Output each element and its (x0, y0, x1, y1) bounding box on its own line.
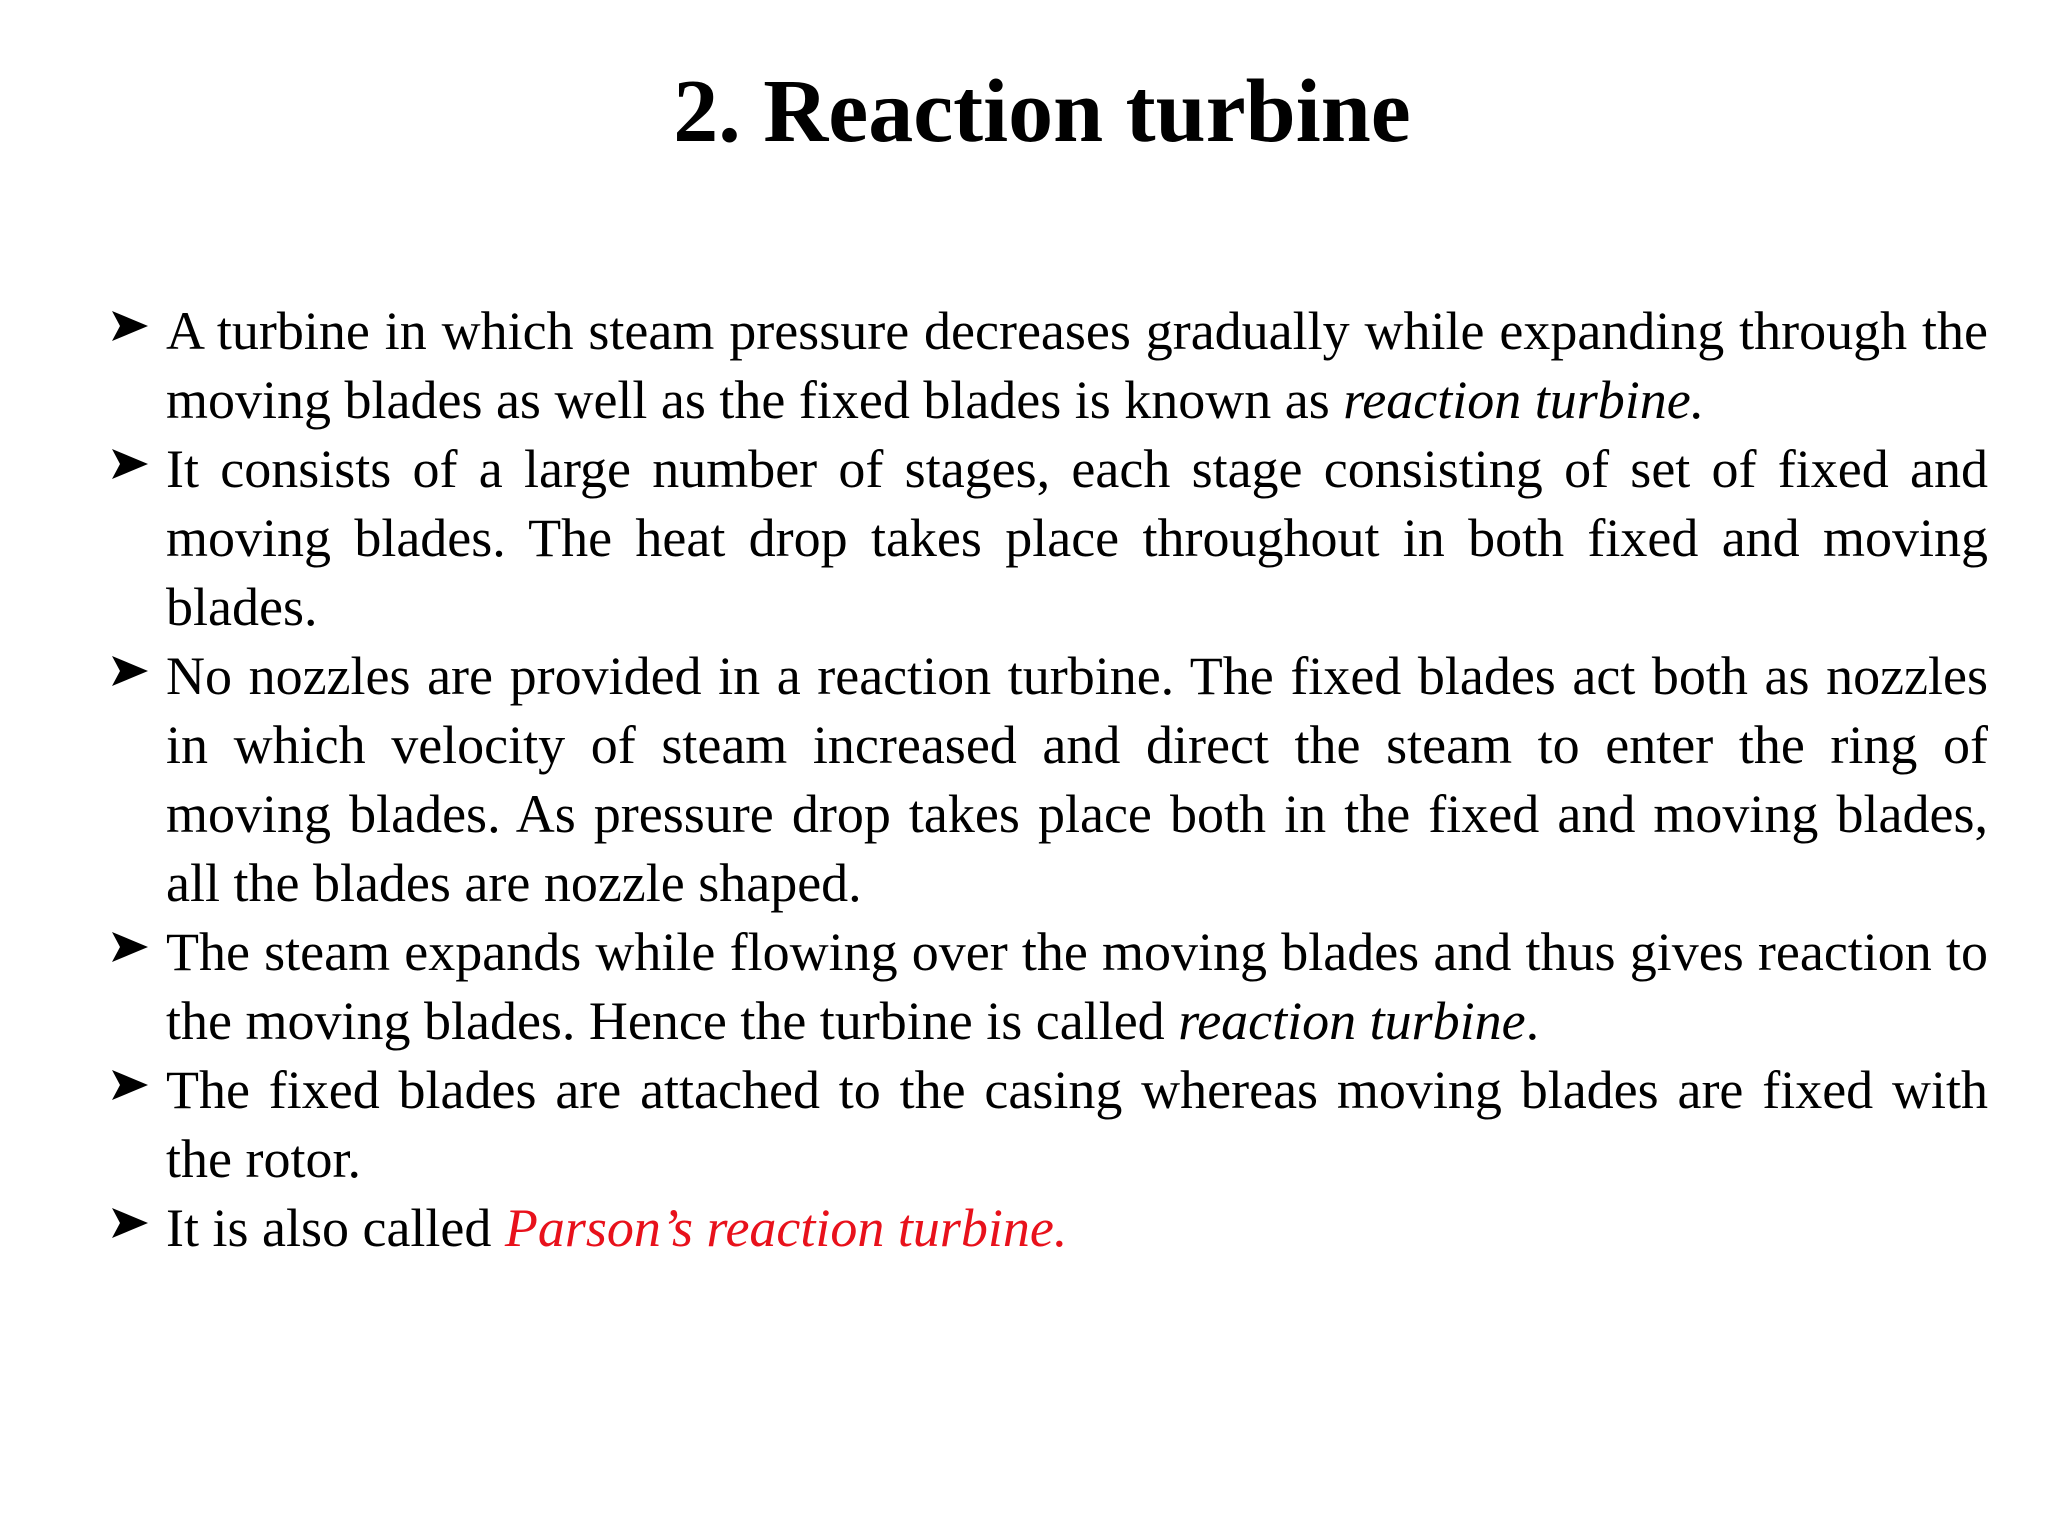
bullet-text: A turbine in which steam pressure decreases gradually while expanding through the moving blades as well as the fixed blades is known as (166, 301, 1988, 430)
arrowhead-bullet-icon (108, 1194, 154, 1263)
arrowhead-bullet-icon (108, 297, 154, 366)
arrowhead-bullet-icon (108, 435, 154, 504)
bullet-text: No nozzles are provided in a reaction turbine. The fixed blades act both as nozzles in which velocity of steam increased and direct the steam to enter the ring of moving blades. As pressure drop takes place both in the fixed and moving blades, all the blades are nozzle shaped. (166, 646, 1988, 913)
bullet-item (108, 642, 1988, 918)
arrowhead-bullet-icon (108, 918, 154, 987)
bullet-text: It is also called (166, 1198, 505, 1258)
bullet-text: The fixed blades are attached to the casing whereas moving blades are fixed with the rotor. (166, 1060, 1988, 1189)
bullet-highlight-red: Parson’s reaction turbine. (504, 1198, 1068, 1258)
bullet-text: The steam expands while flowing over the moving blades and thus gives reaction to the moving blades. Hence the turbine is called (166, 922, 1988, 1051)
bullet-emphasis: reaction turbine (1178, 991, 1526, 1051)
bullet-item (108, 918, 1988, 1056)
bullet-text-after: . (1525, 991, 1540, 1051)
slide-title: 2. Reaction turbine (673, 62, 1411, 161)
bullet-item (108, 435, 1988, 642)
bullet-list (108, 297, 1988, 1263)
bullet-item (108, 1194, 1988, 1263)
bullet-emphasis: reaction turbine. (1343, 370, 1705, 430)
arrowhead-bullet-icon (108, 1056, 154, 1125)
arrowhead-bullet-icon (108, 642, 154, 711)
bullet-item (108, 297, 1988, 435)
bullet-item (108, 1056, 1988, 1194)
bullet-text: It consists of a large number of stages, each stage consisting of set of fixed and moving blades. The heat drop takes place throughout in both fixed and moving blades. (166, 439, 1988, 637)
